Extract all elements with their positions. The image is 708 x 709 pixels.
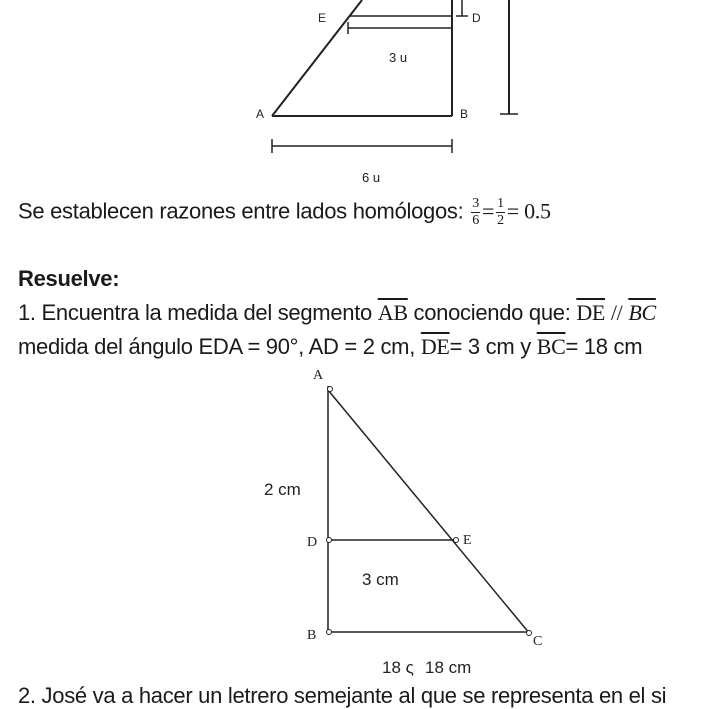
label-a: A — [256, 107, 265, 121]
dimension-label-bc-fragment: 18 ς — [382, 658, 414, 677]
dimension-label-ad: 2 cm — [264, 480, 301, 499]
point-c — [527, 631, 532, 636]
side-ae — [272, 0, 362, 116]
segment-de-symbol: $\overline{DE}$ — [420, 334, 450, 359]
fraction-denominator: 6 — [472, 213, 479, 228]
dimension-label-ed: 3 u — [389, 50, 408, 65]
problem-2-line: 2. José va a hacer un letrero semejante al que se representa en el si — [18, 683, 667, 708]
ratio-text: Se establecen razones entre lados homólogos: — [18, 198, 464, 224]
label-b2: B — [307, 628, 317, 643]
label-d2: D — [307, 535, 318, 550]
fraction-1-2 — [496, 196, 505, 229]
figure-1 — [256, 0, 518, 185]
fraction-numerator: 3 — [472, 196, 479, 211]
equals-sign: = — [481, 198, 495, 224]
label-e: E — [318, 11, 327, 25]
dimension-label-bc: 18 cm — [425, 658, 472, 677]
fraction-denominator: 2 — [497, 213, 504, 228]
label-b: B — [460, 107, 469, 121]
segment-ab-symbol: $\overline{AB}$ — [377, 300, 408, 325]
point-b — [327, 630, 332, 635]
segment-de-symbol: $\overline{DE}$ — [576, 300, 606, 325]
problem-1-text: = 3 cm y — [449, 334, 531, 359]
problem-1-text: conociendo que: — [413, 300, 571, 325]
dimension-label-de: 3 cm — [362, 570, 399, 589]
label-a2: A — [313, 368, 324, 383]
point-a — [328, 387, 333, 392]
label-d: D — [472, 11, 481, 25]
side-ac — [328, 390, 530, 634]
point-e — [454, 538, 459, 543]
problem-1-text: 1. Encuentra la medida del segmento — [18, 300, 372, 325]
section-heading: Resuelve: — [18, 266, 120, 291]
problem-1-text: = 18 cm — [565, 334, 643, 359]
problem-1-text: medida del ángulo EDA = 90°, AD = 2 cm, — [18, 334, 416, 359]
label-e2: E — [463, 533, 472, 548]
label-c2: C — [533, 634, 543, 649]
problem-1-line-1 — [18, 300, 656, 326]
parallel-symbol: // — [610, 300, 623, 325]
fraction-3-6 — [471, 196, 480, 229]
fraction-numerator: 1 — [497, 196, 504, 211]
ratio-statement — [18, 196, 551, 229]
ratio-result: = 0.5 — [506, 198, 551, 224]
segment-bc-symbol: $\overline{BC}$ — [628, 300, 656, 325]
point-d — [327, 538, 332, 543]
dimension-label-ab: 6 u — [362, 170, 381, 185]
problem-1-line-2 — [18, 334, 642, 360]
figure-2 — [264, 368, 542, 677]
segment-bc-symbol: $\overline{BC}$ — [536, 334, 566, 359]
